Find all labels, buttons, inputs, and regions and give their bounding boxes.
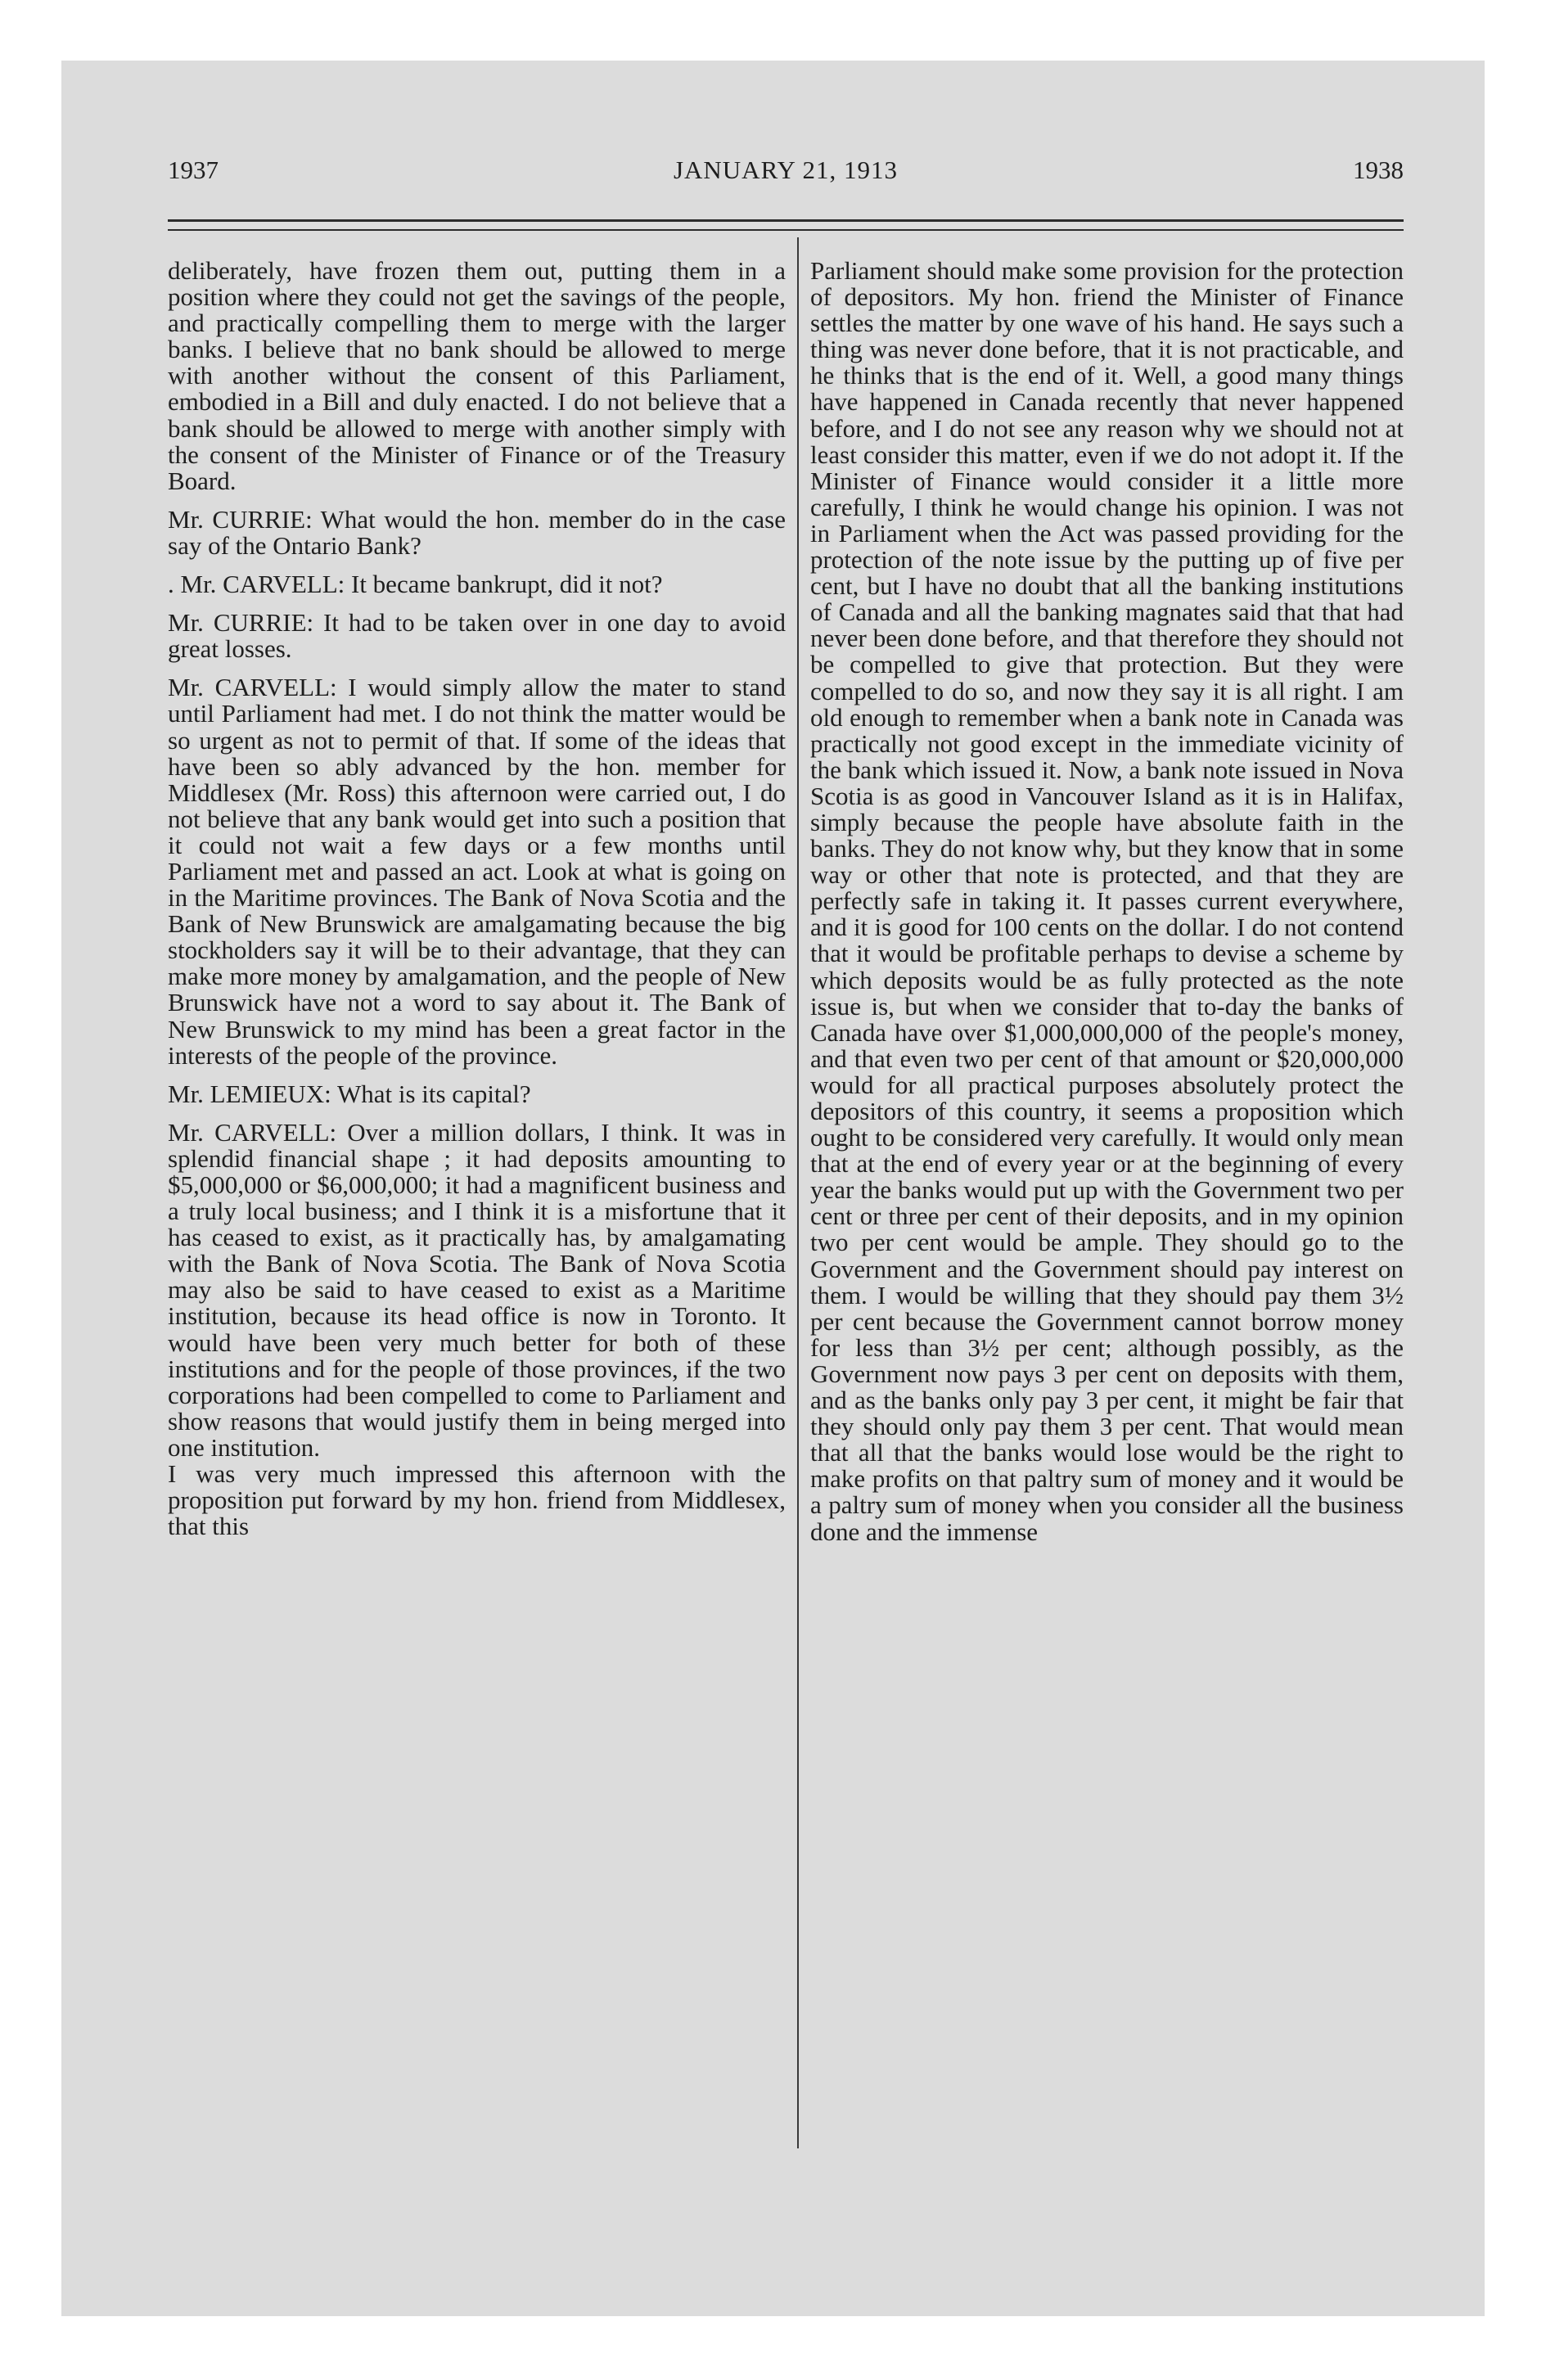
right-column [810,258,1404,1545]
paragraph: Mr. LEMIEUX: What is its capital? [168,1079,531,1108]
header-rule-top [168,219,1404,222]
left-column [168,258,786,1539]
paragraph: Mr. CARVELL: I would simply allow the mater to stand until Parliament had met. I do not think the matter would be so urgent as not to permit of that. If some of the ideas that have been so ably advanced by the hon. member for Middlesex (Mr. Ross) this afternoon were carried out, I do not believe that any bank would get into such a position that it could not wait a few days or a few months until Parliament met and passed an act. Look at what is going on in the Maritime provinces. The Bank of Nova Scotia and the Bank of New Brunswick are amalgamating because the big stockholders say it will be to their advantage, that they can make more money by amalgamation, and the people of New Brunswick have not a word to say about it. The Bank of New Brunswick to my mind has been a great factor in the interests of the people of the province. [168,673,786,1070]
column-divider [797,237,799,2148]
paragraph: deliberately, have frozen them out, putting them in a position where they could not get the savings of the people, and practically compelling them to merge with the larger banks. I believe that no bank should be allowed to merge with another without the consent of this Parliament, embodied in a Bill and duly enacted. I do not believe that a bank should be allowed to merge with another simply with the consent of the Minister of Finance or of the Treasury Board. [168,256,786,495]
page-header [168,156,1404,188]
paragraph: Parliament should make some provision for the protection of depositors. My hon. friend the Minister of Finance settles the matter by one wave of his hand. He says such a thing was never done before, that it is not practicable, and he thinks that is the end of it. Well, a good many things have happened in Canada recently that never happened before, and I do not see any reason why we should not at least consider this matter, even if we do not adopt it. If the Minister of Finance would consider it a little more carefully, I think he would change his opinion. I was not in Parliament when the Act was passed providing for the protection of the note issue by the putting up of five per cent, but I have no doubt that all the banking institutions of Canada and all the banking magnates said that that had never been done before, and that therefore they should not be compelled to give that protection. But they were compelled to do so, and now they say it is all right. I am old enough to remember when a bank note in Canada was practically not good except in the immediate vicinity of the bank which issued it. Now, a bank note issued in Nova Scotia is as good in Vancouver Island as it is in Halifax, simply because the people have absolute faith in the banks. They do not know why, but they know that in some way or other that note is protected, and that they are perfectly safe in taking it. It passes current everywhere, and it is good for 100 cents on the dollar. I do not contend that it would be profitable perhaps to devise a scheme by which deposits would be as fully protected as the note issue is, but when we consider that to-day the banks of Canada have over $1,000,000,000 of the people's money, and that even two per cent of that amount or $20,000,000 would for all practical purposes absolutely protect the depositors of this country, it seems a proposition which ought to be considered very carefully. It would only mean that at the end of every year or at the beginning of every year the banks would put up with the Government two per cent or three per cent of their deposits, and in my opinion two per cent would be ample. They should go to the Government and the Government should pay interest on them. I would be willing that they should pay them 3½ per cent because the Government cannot borrow money for less than 3½ per cent; although possibly, as the Government now pays 3 per cent on deposits with them, and as the banks only pay 3 per cent, it might be fair that they should only pay them 3 per cent. That would mean that all that the banks would lose would be the right to make profits on that paltry sum of money and it would be a paltry sum of money when you consider all the business done and the immense [810,256,1404,1546]
page-date: JANUARY 21, 1913 [673,156,899,184]
paragraph: Mr. CURRIE: It had to be taken over in one day to avoid great losses. [168,608,786,664]
paragraph: Mr. CURRIE: What would the hon. member do in the case say of the Ontario Bank? [168,504,786,560]
paragraph: . Mr. CARVELL: It became bankrupt, did it not? [168,570,663,599]
header-rule-bottom [168,229,1404,231]
paragraph: I was very much impressed this afternoon with the proposition put forward by my hon. friend from Middlesex, that this [168,1459,786,1541]
page-number-right: 1938 [1353,156,1404,184]
page-number-left: 1937 [168,156,219,184]
paragraph: Mr. CARVELL: Over a million dollars, I think. It was in splendid financial shape ; it had deposits amounting to $5,000,000 or $6,000,000; it had a magnificent business and a truly local business; and I think it is a misfortune that it has ceased to exist, as it practically has, by amalgamating with the Bank of Nova Scotia. The Bank of Nova Scotia may also be said to have ceased to exist as a Maritime institution, because its head office is now in Toronto. It would have been very much better for both of these institutions and for the people of those provinces, if the two corporations had been compelled to come to Parliament and show reasons that would justify them in being merged into one institution. [168,1117,786,1462]
